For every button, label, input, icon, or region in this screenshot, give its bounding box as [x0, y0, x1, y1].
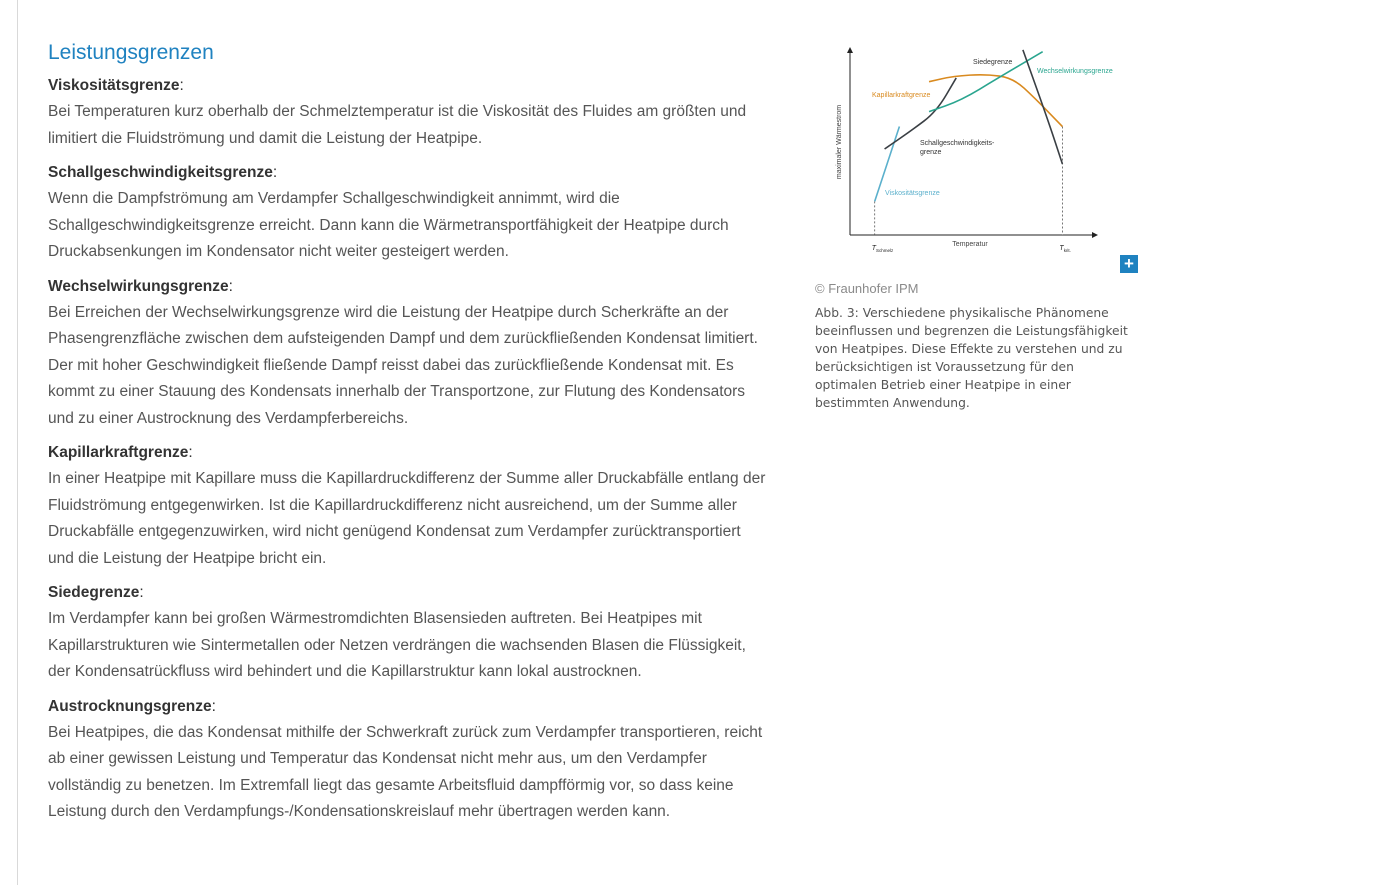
limit-term: Kapillarkraftgrenze — [48, 444, 189, 461]
limit-term: Austrocknungsgrenze — [48, 697, 212, 715]
limit-block — [48, 694, 768, 826]
limit-block — [48, 440, 768, 572]
limit-description: Im Verdampfer kann bei großen Wärmestromdichten Blasensieden auftreten. Bei Heatpipes mit Kapillarstrukturen wie Sintermetallen oder Netzen verdrängen die wachsenden Blasen die Flüssigkeit, der Kondensatrückfluss wird behindert und die Kapillarstruktur kann lokal austrocknen. — [48, 610, 746, 680]
series-line — [929, 75, 1062, 127]
limit-colon: : — [188, 444, 193, 461]
image-credit: © Fraunhofer IPM — [815, 281, 919, 296]
limit-colon: : — [211, 697, 216, 715]
series-label: Schallgeschwindigkeits-grenze — [920, 140, 995, 156]
series-label: Wechselwirkungsgrenze — [1037, 68, 1113, 75]
limit-description: Bei Heatpipes, die das Kondensat mithilfe der Schwerkraft zurück zum Verdampfer transportieren, reicht ab einer gewissen Leistung und Temperatur das Kondensat nicht mehr aus, um den Verdampfer vollständig zu benetzen. Im Extremfall liegt das gesamte Arbeitsfluid dampfförmig vor, so dass keine Leistung durch den Verdampfungs-/Kondensationskreislauf mehr übertragen werden kann. — [48, 723, 763, 820]
limit-block — [48, 274, 768, 433]
x-tick-label: $T_{krit.}$ — [1059, 245, 1071, 253]
limit-colon: : — [228, 277, 233, 295]
section-heading: Leistungsgrenzen — [48, 41, 214, 64]
limit-term: Schallgeschwindigkeitsgrenze — [48, 164, 273, 181]
limits-chart[interactable] — [815, 40, 1115, 260]
series-line — [1023, 50, 1063, 164]
figure — [815, 40, 1145, 275]
limit-block — [48, 73, 768, 152]
limit-colon: : — [272, 164, 278, 181]
limit-description: In einer Heatpipe mit Kapillare muss die Kapillardruckdifferenz der Summe aller Druckabfälle entlang der Fluidströmung entgegenwirken. Ist die Kapillardruckdifferenz nicht ausreichend, um der Summe aller Druckabfälle entgegenzuwirken, wird nicht genügend Kondensat zum Verdampfer zurücktransportiert und die Leistung der Heatpipe bricht ein. — [48, 470, 766, 567]
limit-colon: : — [139, 584, 144, 601]
figure-caption: Abb. 3: Verschiedene physikalische Phänomene beeinflussen und begrenzen die Leistungsfähigkeit von Heatpipes. Diese Effekte zu verstehen und zu berücksichtigen ist Voraussetzung für den optimalen Betrieb einer Heatpipe in einer bestimmten Anwendung. — [815, 306, 1128, 410]
limit-description: Bei Erreichen der Wechselwirkungsgrenze wird die Leistung der Heatpipe durch Scherkräfte an der Phasengrenzfläche zwischen dem aufsteigenden Dampf und dem zurückfließenden Kondensat limitiert. Der mit hoher Geschwindigkeit fließende Dampf reisst dabei das zurückfließende Kondensat mit. Es kommt zu einer Stauung des Kondensats innerhalb der Transportzone, zur Flutung des Kondensators und zu einer Austrocknung des Verdampferbereichs. — [48, 303, 758, 427]
limit-description: Bei Temperaturen kurz oberhalb der Schmelztemperatur ist die Viskosität des Fluides am größten und limitiert die Fluidströmung und damit die Leistung der Heatpipe. — [48, 103, 747, 147]
limit-term: Siedegrenze — [48, 584, 140, 601]
limit-block — [48, 160, 768, 266]
limit-description: Wenn die Dampfströmung am Verdampfer Schallgeschwindigkeit annimmt, wird die Schallgeschwindigkeitsgrenze erreicht. Dann kann die Wärmetransportfähigkeit der Heatpipe durch Druckabsenkungen im Kondensator nicht weiter gesteigert werden. — [48, 190, 729, 260]
left-divider — [17, 0, 18, 885]
series-label: Viskositätsgrenze — [885, 190, 940, 197]
series-label: Siedegrenze — [973, 59, 1013, 66]
x-axis-label: Temperatur — [952, 241, 988, 248]
enlarge-image-button[interactable]: + — [1120, 255, 1138, 273]
figure-sidebar — [815, 40, 1145, 412]
limit-term: Wechselwirkungsgrenze — [48, 277, 229, 295]
series-label: Kapillarkraftgrenze — [872, 92, 931, 99]
limit-block — [48, 580, 768, 686]
limit-term: Viskositätsgrenze — [48, 77, 180, 94]
limit-colon: : — [179, 77, 184, 94]
x-tick-label: $T_{Schmelz}$ — [871, 245, 894, 253]
y-axis-label: maximaler Wärmestrom — [836, 104, 843, 180]
main-content — [48, 39, 768, 834]
